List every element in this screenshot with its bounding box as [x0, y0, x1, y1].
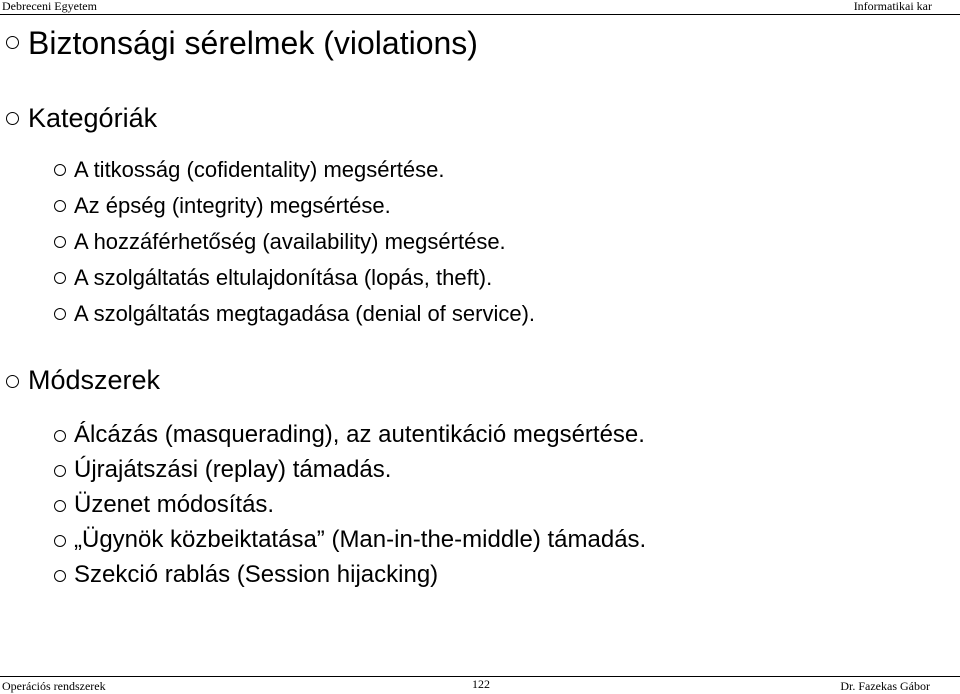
- header-rule: [0, 14, 960, 15]
- header-right: Informatikai kar: [853, 0, 932, 13]
- list-item: Szekció rablás (Session hijacking): [74, 561, 439, 588]
- bullet-icon: [54, 500, 66, 512]
- bullet-icon: [54, 308, 66, 320]
- bullet-icon: [54, 200, 66, 212]
- footer-left: Operációs rendszerek: [2, 679, 106, 693]
- bullet-icon: [54, 430, 66, 442]
- bullet-icon: [6, 375, 19, 388]
- section-heading-methods: Módszerek: [28, 365, 161, 395]
- bullet-icon: [54, 272, 66, 284]
- page-number: 122: [472, 677, 490, 691]
- header-left: Debreceni Egyetem: [2, 0, 97, 13]
- bullet-icon: [6, 112, 19, 125]
- bullet-icon: [54, 465, 66, 477]
- list-item: „Ügynök közbeiktatása” (Man-in-the-middle) támadás.: [74, 526, 647, 553]
- footer-right: Dr. Fazekas Gábor: [840, 679, 930, 693]
- list-item: A hozzáférhetőség (availability) megsértése.: [74, 229, 506, 254]
- list-item: Álcázás (masquerading), az autentikáció megsértése.: [74, 421, 645, 448]
- bullet-icon: [54, 164, 66, 176]
- list-item: Újrajátszási (replay) támadás.: [74, 456, 392, 483]
- bullet-icon: [54, 570, 66, 582]
- list-item: A szolgáltatás eltulajdonítása (lopás, theft).: [74, 265, 493, 290]
- section-heading-categories: Kategóriák: [28, 103, 158, 133]
- bullet-icon: [6, 36, 19, 49]
- list-item: A titkosság (cofidentality) megsértése.: [74, 157, 445, 182]
- list-item: A szolgáltatás megtagadása (denial of service).: [74, 301, 536, 326]
- slide-title: Biztonsági sérelmek (violations): [28, 25, 478, 61]
- list-item: Üzenet módosítás.: [74, 491, 275, 518]
- bullet-icon: [54, 236, 66, 248]
- list-item: Az épség (integrity) megsértése.: [74, 193, 391, 218]
- bullet-icon: [54, 535, 66, 547]
